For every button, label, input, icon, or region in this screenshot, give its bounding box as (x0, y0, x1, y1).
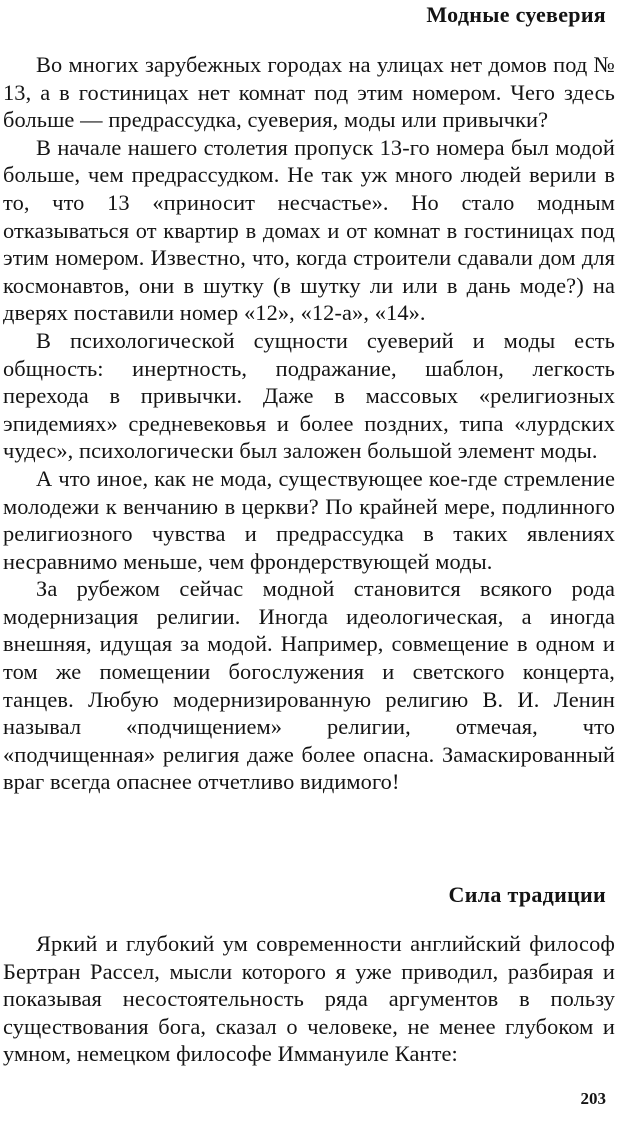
section-body (3, 930, 615, 1068)
paragraph: За рубежом сейчас модной становится всякого рода модернизация религии. Иногда идеологическая, а иногда внешняя, идущая за модой. Например, совмещение в одном и том же помещении богослужения и светского концерта, танцев. Любую модернизированную религию В. И. Ленин называл «подчищением» религии, отмечая, что «подчищенная» религия даже более опасна. Замаскированный враг всегда опаснее отчетливо видимого! (3, 576, 615, 795)
section-heading: Сила традиции (448, 882, 606, 907)
paragraph: В начале нашего столетия пропуск 13-го номера был модой больше, чем предрассудком. Не так уж много людей верили в то, что 13 «приносит несчастье». Но стало модным отказываться от квартир в домах и от комнат в гостиницах под этим номером. Известно, что, когда строители сдавали дом для космонавтов, они в шутку (в шутку ли или в дань моде?) на дверях поставили номер «12», «12-а», «14». (3, 134, 615, 326)
section-body (3, 51, 615, 796)
paragraph: Яркий и глубокий ум современности английский философ Бертран Рассел, мысли которого я уже приводил, разбирая и показывая несостоятельность ряда аргументов в пользу существования бога, сказал о человеке, не менее глубоком и умном, немецком философе Иммануиле Канте: (3, 931, 615, 1067)
paragraph: Во многих зарубежных городах на улицах нет домов под № 13, а в гостиницах нет комнат под этим номером. Чего здесь больше — предрассудка, суеверия, моды или привычки? (3, 52, 615, 133)
page-number: 203 (580, 1089, 606, 1108)
paragraph: В психологической сущности суеверий и моды есть общность: инертность, подражание, шаблон, легкость перехода в привычки. Даже в массовых «религиозных эпидемиях» средневековья и более поздних, типа «лурдских чудес», психологически был заложен большой элемент моды. (3, 327, 615, 464)
section-heading: Модные суеверия (426, 2, 606, 27)
paragraph: А что иное, как не мода, существующее кое-где стремление молодежи к венчанию в церкви? По крайней мере, подлинного религиозного чувства и предрассудка в таких явлениях несравнимо меньше, чем фрондерствующей моды. (3, 465, 615, 574)
